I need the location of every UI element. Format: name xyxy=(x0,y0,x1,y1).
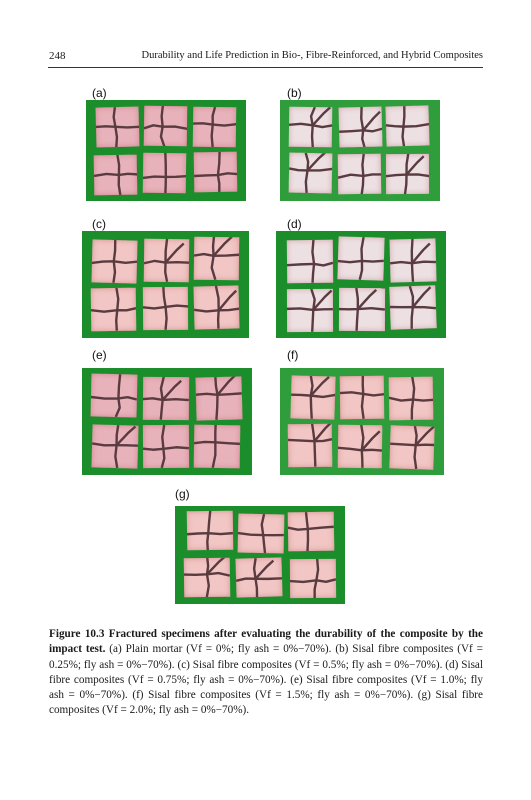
crack-pattern xyxy=(194,424,241,468)
crack-pattern xyxy=(338,154,382,195)
crack-pattern xyxy=(91,239,137,283)
fractured-specimen-tile xyxy=(236,557,283,598)
fractured-specimen-tile xyxy=(193,107,237,148)
fractured-specimen-tile xyxy=(143,377,189,420)
panel-label-a: (a) xyxy=(92,86,107,100)
fractured-specimen-tile xyxy=(338,154,382,195)
fractured-specimen-tile xyxy=(143,287,188,330)
fractured-specimen-tile xyxy=(288,152,332,193)
fractured-specimen-tile xyxy=(193,286,239,330)
fractured-specimen-tile xyxy=(184,558,230,598)
fractured-specimen-tile xyxy=(91,424,138,468)
crack-pattern xyxy=(287,289,333,332)
crack-pattern xyxy=(291,376,337,420)
fractured-specimen-tile xyxy=(389,376,434,420)
specimen-photo-c xyxy=(82,231,249,338)
crack-pattern xyxy=(386,154,429,195)
fractured-specimen-tile xyxy=(91,288,137,331)
specimen-photo-b xyxy=(280,100,440,201)
fractured-specimen-tile xyxy=(339,288,385,331)
fractured-specimen-tile xyxy=(194,152,238,193)
crack-pattern xyxy=(144,106,188,147)
crack-pattern xyxy=(288,106,332,147)
fractured-specimen-tile xyxy=(194,424,241,468)
crack-pattern xyxy=(94,154,138,195)
fractured-specimen-tile xyxy=(94,154,138,195)
fractured-specimen-tile xyxy=(340,376,385,419)
panel-label-e: (e) xyxy=(92,348,107,362)
crack-pattern xyxy=(386,105,430,147)
fractured-specimen-tile xyxy=(144,238,190,281)
crack-pattern xyxy=(143,425,189,468)
crack-pattern xyxy=(339,288,385,331)
crack-pattern xyxy=(195,376,242,420)
crack-pattern xyxy=(143,287,188,330)
fractured-specimen-tile xyxy=(288,512,335,552)
page-number: 248 xyxy=(49,50,66,62)
fractured-specimen-tile xyxy=(390,238,437,282)
fractured-specimen-tile xyxy=(290,558,336,598)
panel-label-f: (f) xyxy=(287,348,299,362)
panel-label-b: (b) xyxy=(287,86,302,100)
crack-pattern xyxy=(91,373,138,417)
figure-caption-lead: Figure 10.3 Fractured specimens after evaluating the durability of the composite by the impact test. xyxy=(49,628,483,656)
crack-pattern xyxy=(144,238,190,281)
fractured-specimen-tile xyxy=(143,153,187,194)
fractured-specimen-tile xyxy=(91,239,137,283)
specimen-photo-d xyxy=(276,231,446,338)
fractured-specimen-tile xyxy=(291,376,337,420)
crack-pattern xyxy=(389,286,436,330)
fractured-specimen-tile xyxy=(288,106,332,147)
crack-pattern xyxy=(288,152,332,193)
figure-caption xyxy=(49,627,483,718)
crack-pattern xyxy=(193,286,239,330)
fractured-specimen-tile xyxy=(338,425,383,468)
fractured-specimen-tile xyxy=(238,513,285,553)
crack-pattern xyxy=(143,377,189,420)
panel-label-c: (c) xyxy=(92,217,106,231)
crack-pattern xyxy=(338,425,383,468)
crack-pattern xyxy=(186,511,232,551)
fractured-specimen-tile xyxy=(389,286,436,330)
crack-pattern xyxy=(290,558,336,598)
crack-pattern xyxy=(340,376,385,419)
crack-pattern xyxy=(236,557,283,598)
specimen-photo-g xyxy=(175,506,345,604)
fractured-specimen-tile xyxy=(186,511,232,551)
fractured-specimen-tile xyxy=(287,289,333,332)
crack-pattern xyxy=(389,425,435,469)
fractured-specimen-tile xyxy=(195,376,242,420)
crack-pattern xyxy=(288,512,335,552)
crack-pattern xyxy=(389,376,434,420)
panel-label-d: (d) xyxy=(287,217,302,231)
figure-caption-body: (a) Plain mortar (Vf = 0%; fly ash = 0%−70%). (b) Sisal fibre composites (Vf = 0.25%; fly ash = 0%−70%). (c) Sisal fibre composites (Vf = 0.5%; fly ash = 0%−70%). (d) Sisal fibre composites (Vf = 0.75%; fly ash = 0%−70%). (e) Sisal fibre composites (Vf = 1.0%; fly ash = 0%−70%). (f) Sisal fibre composites (Vf = 1.5%; fly ash = 0%−70%). (g) Sisal fibre composites (Vf = 2.0%; fly ash = 0%−70%). xyxy=(49,643,483,717)
crack-pattern xyxy=(95,107,139,149)
crack-pattern xyxy=(194,237,240,280)
fractured-specimen-tile xyxy=(338,106,382,148)
fractured-specimen-tile xyxy=(287,240,333,283)
fractured-specimen-tile xyxy=(288,423,333,466)
fractured-specimen-tile xyxy=(194,237,240,280)
crack-pattern xyxy=(238,513,285,553)
specimen-photo-a xyxy=(86,100,246,201)
fractured-specimen-tile xyxy=(337,237,384,281)
page-header xyxy=(0,0,531,70)
crack-pattern xyxy=(337,237,384,281)
specimen-photo-f xyxy=(280,368,444,475)
fractured-specimen-tile xyxy=(143,425,189,468)
crack-pattern xyxy=(287,240,333,283)
header-rule xyxy=(48,67,483,68)
running-title: Durability and Life Prediction in Bio-, Fibre-Reinforced, and Hybrid Composites xyxy=(141,50,483,61)
crack-pattern xyxy=(194,152,238,193)
crack-pattern xyxy=(184,558,230,598)
crack-pattern xyxy=(91,424,138,468)
crack-pattern xyxy=(288,423,333,466)
fractured-specimen-tile xyxy=(95,107,139,149)
fractured-specimen-tile xyxy=(144,106,188,147)
crack-pattern xyxy=(91,288,137,331)
fractured-specimen-tile xyxy=(386,105,430,147)
fractured-specimen-tile xyxy=(386,154,429,195)
fractured-specimen-tile xyxy=(389,425,435,469)
crack-pattern xyxy=(390,238,437,282)
specimen-photo-e xyxy=(82,368,252,475)
crack-pattern xyxy=(338,106,382,148)
crack-pattern xyxy=(193,107,237,148)
crack-pattern xyxy=(143,153,187,194)
fractured-specimen-tile xyxy=(91,373,138,417)
panel-label-g: (g) xyxy=(175,487,190,501)
